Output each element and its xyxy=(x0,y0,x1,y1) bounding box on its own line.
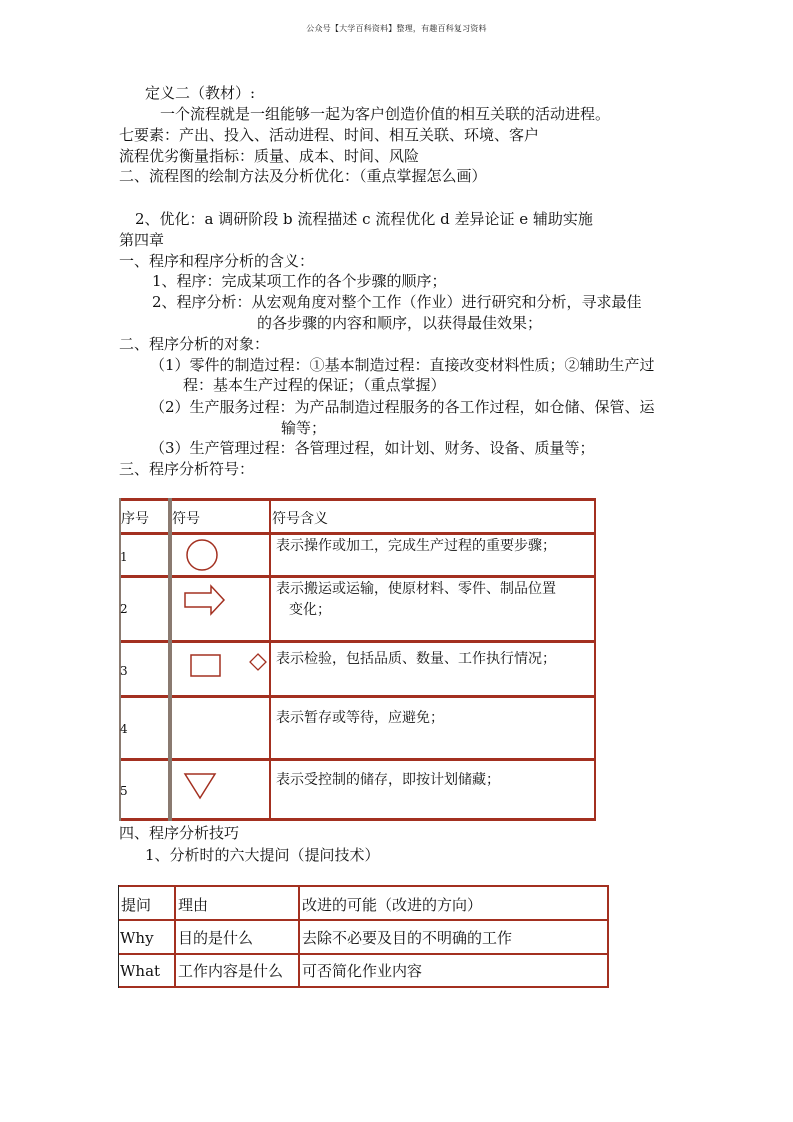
row-number: 4 xyxy=(120,722,128,736)
chapter-title: 第四章 xyxy=(119,231,165,249)
text-line: 输等； xyxy=(281,419,327,437)
table-header: 改进的可能（改进的方向） xyxy=(302,896,483,914)
page-header: 公众号【大学百科资料】整理，有趣百科复习资料 xyxy=(306,24,487,33)
text-line: 2、优化：a 调研阶段 b 流程描述 c 流程优化 d 差异论证 e 辅助实施 xyxy=(135,210,593,228)
section-heading: 三、程序分析符号： xyxy=(119,460,255,478)
table-cell: 工作内容是什么 xyxy=(178,962,284,980)
section-heading: 二、程序分析的对象： xyxy=(119,335,270,353)
text-line: 1、程序：完成某项工作的各个步骤的顺序； xyxy=(152,272,447,290)
row-number: 5 xyxy=(120,784,128,798)
table-cell: 去除不必要及目的不明确的工作 xyxy=(302,929,513,947)
symbol-meaning: 变化； xyxy=(289,602,331,618)
text-line: 程：基本生产过程的保证；（重点掌握） xyxy=(183,376,446,394)
text-line: 七要素：产出、投入、活动进程、时间、相互关联、环境、客户 xyxy=(119,126,540,144)
diamond-icon xyxy=(248,652,268,672)
row-number: 1 xyxy=(120,550,128,564)
table-cell: 可否简化作业内容 xyxy=(302,962,423,980)
section-heading: 一、程序和程序分析的含义： xyxy=(119,252,315,270)
text-line: 流程优劣衡量指标：质量、成本、时间、风险 xyxy=(119,147,420,165)
section-heading: 四、程序分析技巧 xyxy=(119,824,240,842)
table-cell: 目的是什么 xyxy=(178,929,254,947)
circle-icon xyxy=(184,537,220,573)
symbol-meaning: 表示暂存或等待，应避免； xyxy=(276,710,444,726)
text-line: 定义二（教材）: xyxy=(145,84,256,102)
triangle-down-icon xyxy=(182,771,218,801)
text-line: 的各步骤的内容和顺序，以获得最佳效果； xyxy=(257,314,543,332)
symbol-meaning: 表示检验，包括品质、数量、工作执行情况； xyxy=(276,651,556,667)
row-number: 3 xyxy=(120,664,128,678)
text-line: 1、分析时的六大提问（提问技术） xyxy=(145,846,380,864)
table-header: 理由 xyxy=(178,896,209,914)
row-number: 2 xyxy=(120,602,128,616)
text-line: 二、流程图的绘制方法及分析优化：（重点掌握怎么画） xyxy=(119,167,487,185)
text-line: 2、程序分析：从宏观角度对整个工作（作业）进行研究和分析，寻求最佳 xyxy=(152,293,642,311)
text-line: （3）生产管理过程：各管理过程，如计划、财务、设备、质量等； xyxy=(150,439,595,457)
table-header: 符号 xyxy=(172,511,200,527)
table-cell: Why xyxy=(120,929,154,947)
table-header: 序号 xyxy=(121,511,149,527)
symbol-meaning: 表示操作或加工，完成生产过程的重要步骤； xyxy=(276,538,556,554)
table-header: 符号含义 xyxy=(272,511,328,527)
table-header: 提问 xyxy=(121,896,152,914)
table-cell: What xyxy=(120,962,161,980)
symbol-meaning: 表示搬运或运输，使原材料、零件、制品位置 xyxy=(276,581,556,597)
text-line: （1）零件的制造过程：①基本制造过程：直接改变材料性质；②辅助生产过 xyxy=(150,356,655,374)
square-icon xyxy=(189,652,223,680)
text-line: 一个流程就是一组能够一起为客户创造价值的相互关联的活动进程。 xyxy=(160,105,611,123)
arrow-icon xyxy=(183,584,227,616)
symbol-meaning: 表示受控制的储存，即按计划储藏； xyxy=(276,772,500,788)
text-line: （2）生产服务过程：为产品制造过程服务的各工作过程，如仓储、保管、运 xyxy=(150,398,655,416)
